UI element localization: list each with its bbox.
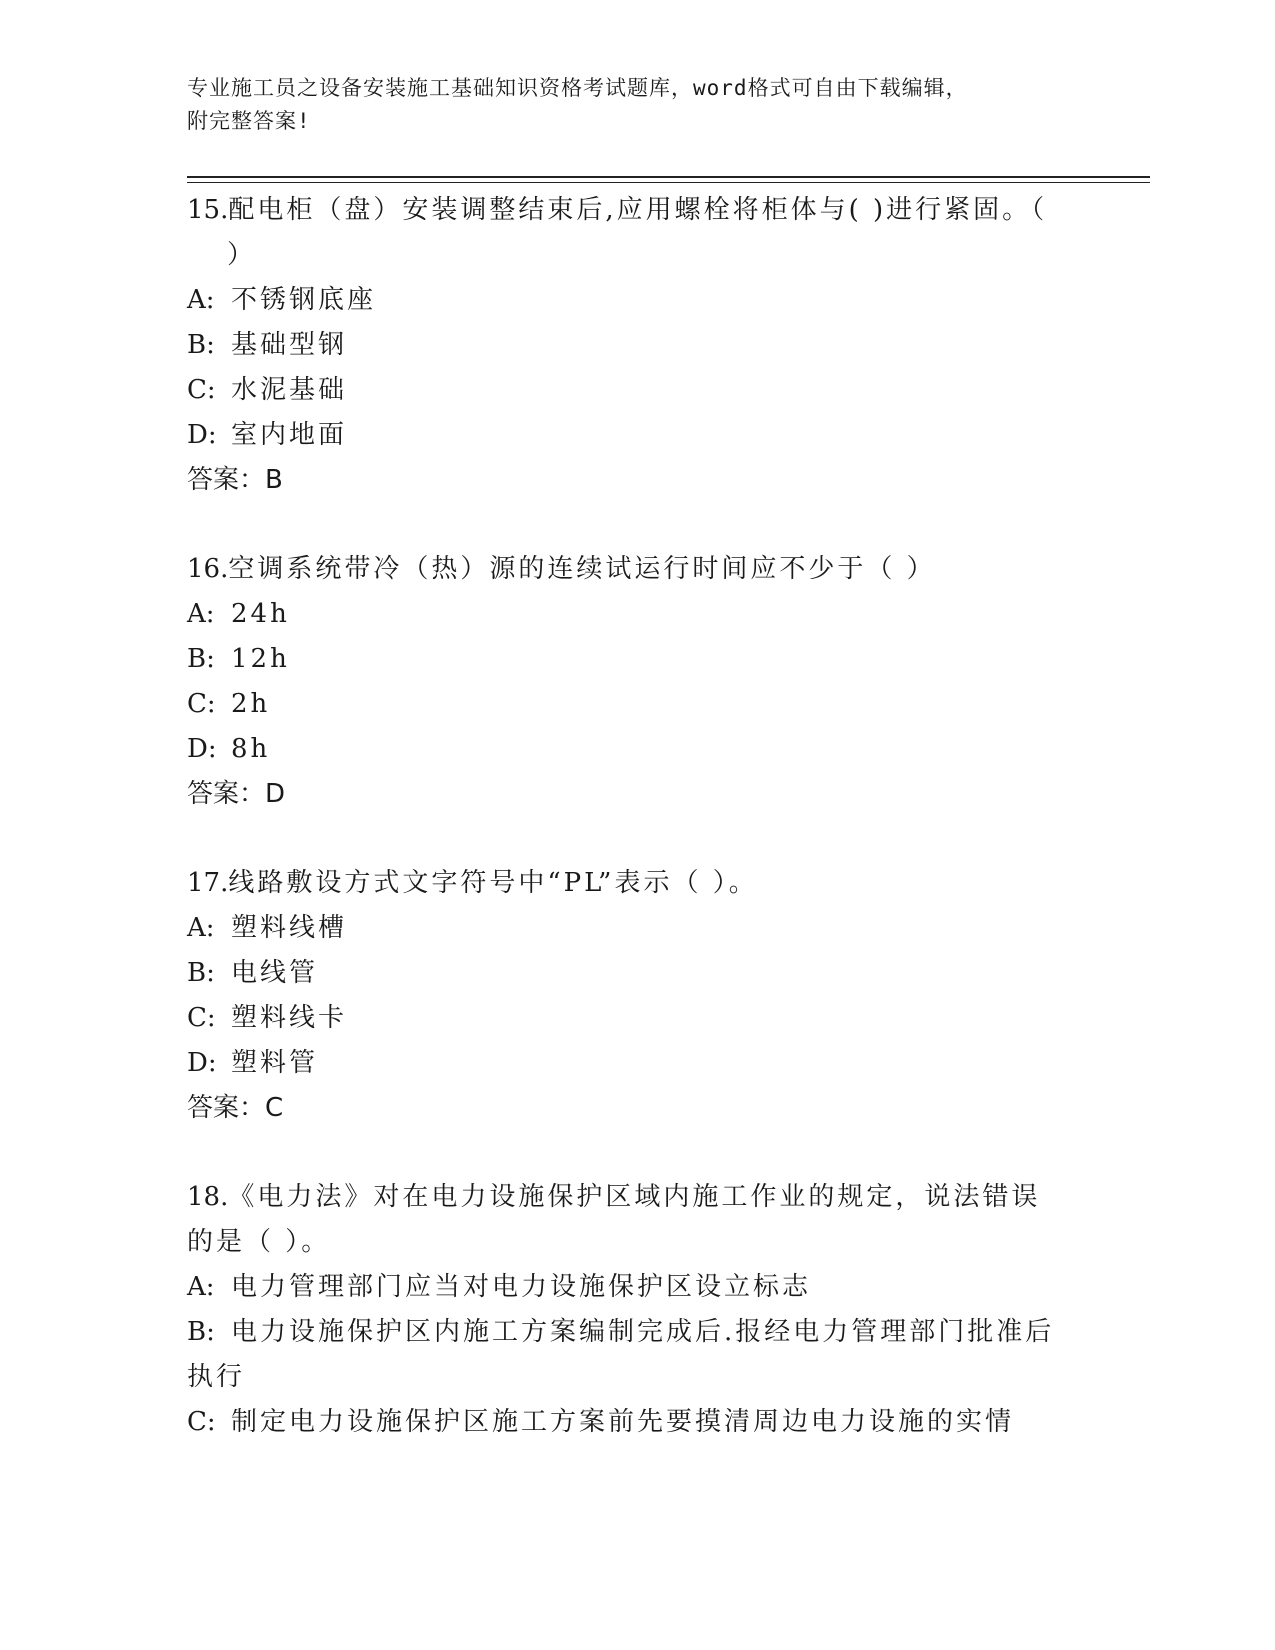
option-c	[187, 996, 1067, 1041]
question-17	[187, 861, 1067, 1130]
option-key: C:	[187, 689, 216, 719]
option-c	[187, 1400, 1067, 1445]
option-d	[187, 1041, 1067, 1086]
question-stem	[187, 188, 1067, 233]
option-a	[187, 906, 1067, 951]
question-text: 线路敷设方式文字符号中“PL”表示（ ）。	[228, 868, 758, 898]
question-number: 17.	[187, 868, 229, 898]
option-a	[187, 1265, 1067, 1310]
option-key: A:	[187, 913, 215, 943]
option-d	[187, 727, 1067, 772]
question-text: 配电柜（盘）安装调整结束后,应用螺栓将柜体与( )进行紧固。（	[228, 195, 1048, 225]
option-text: 塑料线槽	[231, 913, 348, 943]
question-number: 16.	[187, 554, 229, 584]
option-key: B:	[187, 644, 215, 674]
option-b	[187, 637, 1067, 682]
option-text: 塑料线卡	[231, 1003, 348, 1033]
question-list	[187, 188, 1067, 1490]
option-key: A:	[187, 285, 215, 315]
option-key: B:	[187, 958, 215, 988]
document-header	[187, 72, 1067, 138]
option-text: 塑料管	[231, 1048, 319, 1078]
option-key: D:	[187, 420, 217, 450]
option-key: A:	[187, 599, 215, 629]
option-b	[187, 323, 1067, 368]
option-text: 电线管	[231, 958, 319, 988]
question-stem	[187, 1175, 1067, 1265]
question-stem-continuation: ）	[227, 240, 257, 270]
option-text: 基础型钢	[231, 330, 348, 360]
option-key: D:	[187, 734, 217, 764]
question-number: 18.	[187, 1182, 229, 1212]
question-text: 空调系统带冷（热）源的连续试运行时间应不少于（ ）	[228, 554, 936, 584]
header-divider-thick	[187, 176, 1150, 178]
answer-line: 答案：C	[187, 1093, 284, 1123]
option-c	[187, 682, 1067, 727]
option-text: 电力管理部门应当对电力设施保护区设立标志	[231, 1272, 812, 1302]
question-text: 《电力法》对在电力设施保护区域内施工作业的规定，说法错误的是（ ）。	[187, 1182, 1041, 1257]
option-b	[187, 1310, 1067, 1400]
answer-line: 答案：D	[187, 779, 286, 809]
option-key: A:	[187, 1272, 215, 1302]
question-15	[187, 188, 1067, 502]
option-a	[187, 278, 1067, 323]
question-number: 15.	[187, 195, 229, 225]
header-line-1: 专业施工员之设备安装施工基础知识资格考试题库，word格式可自由下载编辑，	[187, 76, 968, 100]
option-text: 8h	[231, 734, 271, 764]
option-key: C:	[187, 1407, 216, 1437]
question-16	[187, 547, 1067, 816]
question-stem	[187, 861, 1067, 906]
option-text: 制定电力设施保护区施工方案前先要摸清周边电力设施的实情	[231, 1407, 1015, 1437]
option-c	[187, 368, 1067, 413]
option-key: B:	[187, 330, 215, 360]
option-a	[187, 592, 1067, 637]
option-text: 水泥基础	[231, 375, 348, 405]
option-text: 室内地面	[231, 420, 348, 450]
option-key: B:	[187, 1317, 215, 1347]
option-text: 电力设施保护区内施工方案编制完成后.报经电力管理部门批准后执行	[187, 1317, 1055, 1392]
question-18	[187, 1175, 1067, 1445]
question-stem	[187, 547, 1067, 592]
option-key: C:	[187, 375, 216, 405]
option-text: 12h	[231, 644, 290, 674]
option-key: C:	[187, 1003, 216, 1033]
option-text: 24h	[231, 599, 290, 629]
option-key: D:	[187, 1048, 217, 1078]
option-text: 2h	[231, 689, 271, 719]
header-divider-thin	[187, 182, 1150, 183]
option-text: 不锈钢底座	[231, 285, 377, 315]
option-d	[187, 413, 1067, 458]
answer-line: 答案：B	[187, 465, 283, 495]
header-line-2: 附完整答案!	[187, 109, 311, 133]
option-b	[187, 951, 1067, 996]
